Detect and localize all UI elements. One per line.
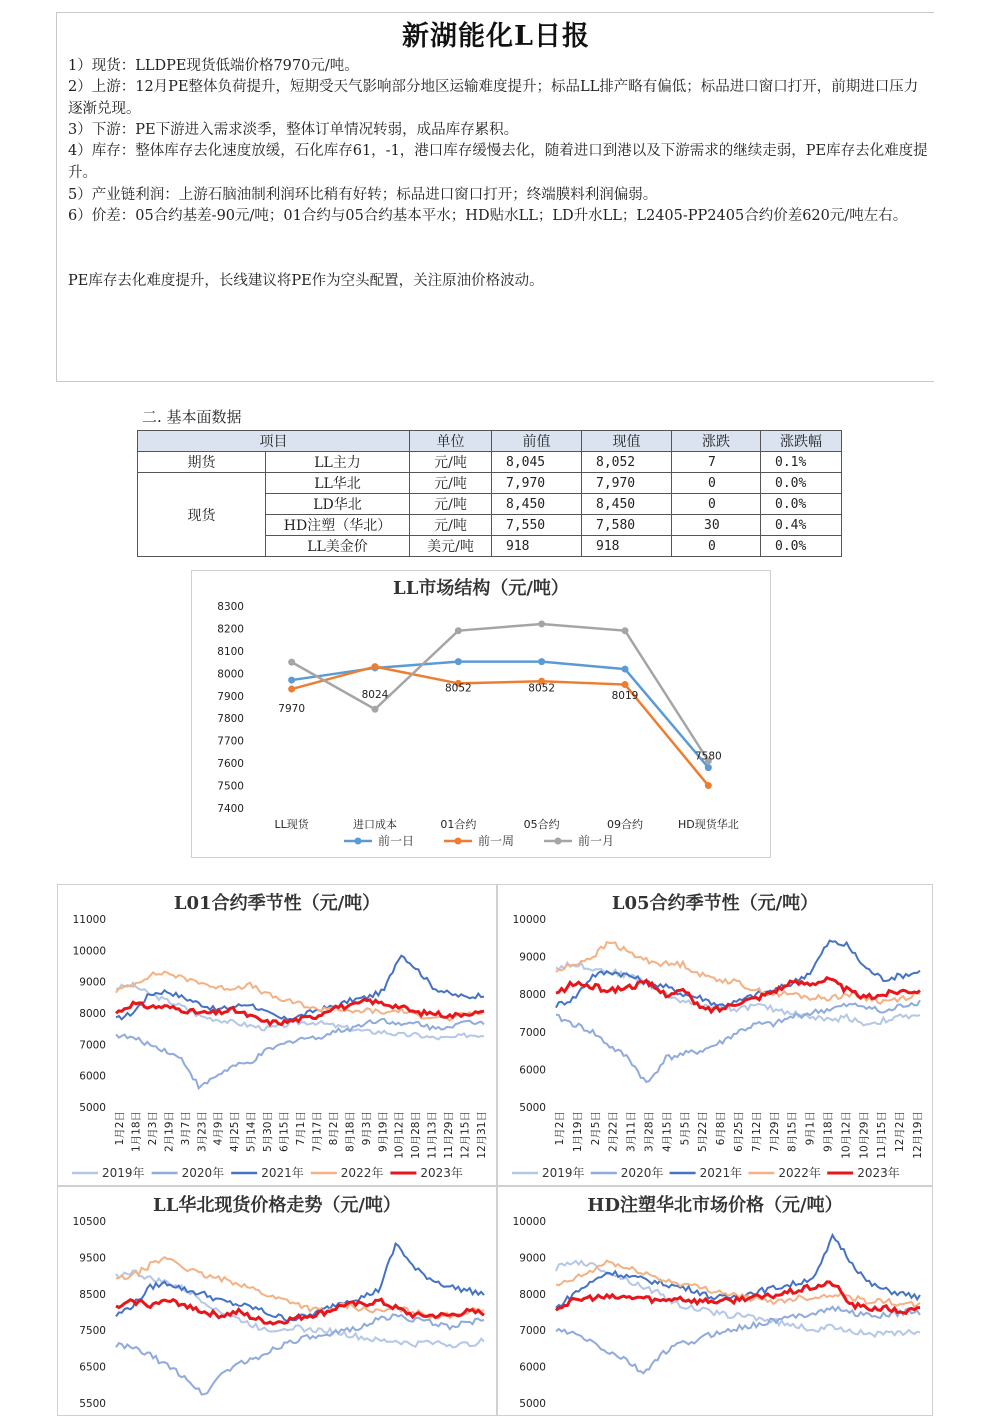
- row-pct: 0.0%: [761, 473, 842, 494]
- x-tick-label: 11月29日: [443, 1111, 456, 1159]
- x-tick-label: 5月5日: [679, 1111, 692, 1146]
- series-point: [538, 658, 545, 665]
- y-tick-label: 5000: [519, 1102, 546, 1114]
- y-tick-label: 8000: [519, 989, 546, 1002]
- table-header-row: [138, 431, 842, 452]
- header-prev: 前值: [492, 431, 582, 452]
- series-line: [556, 1307, 920, 1374]
- row-curr: 918: [582, 536, 672, 557]
- x-tick-label: 9月19日: [377, 1111, 390, 1153]
- x-tick-label: 3月11日: [625, 1111, 638, 1153]
- legend-marker: [455, 838, 462, 845]
- table-row: [138, 452, 842, 473]
- x-tick-label: 9月1日: [804, 1111, 817, 1146]
- y-tick-label: 11000: [72, 914, 106, 926]
- row-pct: 0.1%: [761, 452, 842, 473]
- hd-injection-chart: [497, 1186, 933, 1416]
- row-unit: 元/吨: [410, 473, 492, 494]
- x-tick-label: 3月23日: [196, 1111, 209, 1153]
- y-tick-label: 5500: [79, 1398, 106, 1410]
- l05-seasonal-svg: [498, 885, 932, 1185]
- series-line: [556, 1000, 920, 1082]
- data-label: 8024: [361, 688, 389, 701]
- header-chg: 涨跌: [672, 431, 761, 452]
- x-tick-label: 1月2日: [554, 1111, 566, 1146]
- x-tick-label: 09合约: [607, 818, 643, 831]
- x-tick-label: 4月15日: [661, 1111, 674, 1153]
- x-tick-label: 2月5日: [589, 1111, 602, 1146]
- row-item: LL华北: [266, 473, 410, 494]
- series-line: [116, 1019, 484, 1088]
- legend-label: 2020年: [620, 1166, 664, 1180]
- market-structure-svg: [192, 571, 770, 857]
- x-tick-label: 1月19日: [571, 1111, 584, 1153]
- y-tick-label: 5000: [79, 1102, 106, 1114]
- row-pct: 0.4%: [761, 515, 842, 536]
- row-prev: 918: [492, 536, 582, 557]
- series-line: [116, 956, 484, 1020]
- x-tick-label: 5月30日: [262, 1111, 275, 1153]
- data-label: 8052: [528, 682, 556, 695]
- y-tick-label: 8200: [217, 623, 244, 636]
- row-unit: 元/吨: [410, 452, 492, 473]
- row-prev: 7,970: [492, 473, 582, 494]
- report-title: 新湖能化L日报: [402, 21, 590, 52]
- series-point: [622, 666, 629, 673]
- row-curr: 8,450: [582, 494, 672, 515]
- row-pct: 0.0%: [761, 536, 842, 557]
- y-tick-label: 7800: [217, 713, 244, 726]
- paragraph-profit: 5）产业链利润：上游石脑油制利润环比稍有好转；标品进口窗口打开；终端膜料利润偏弱。: [68, 187, 658, 203]
- x-tick-label: 12月19日: [912, 1111, 924, 1159]
- header-unit: 单位: [410, 431, 492, 452]
- x-tick-label: 7月1日: [295, 1111, 307, 1146]
- y-tick-label: 10000: [72, 945, 106, 958]
- legend-label: 前一周: [478, 834, 515, 848]
- x-tick-label: 12月2日: [894, 1111, 907, 1153]
- chart-title: LL华北现货价格走势（元/吨）: [153, 1195, 401, 1216]
- ll-north-spot-chart: [57, 1186, 497, 1416]
- paragraph-upstream: 2）上游：12月PE整体负荷提升，短期受天气影响部分地区运输难度提升；标品LL排产略有偏低；标品进口窗口打开，前期进口压力逐渐兑现。: [68, 79, 919, 117]
- section-heading: 二. 基本面数据: [142, 408, 242, 426]
- row-item: LL主力: [266, 452, 410, 473]
- series-line: [116, 1244, 484, 1322]
- l01-seasonal-svg: [58, 885, 496, 1185]
- market-structure-chart: [191, 570, 771, 858]
- row-unit: 元/吨: [410, 515, 492, 536]
- series-point: [455, 627, 462, 634]
- x-tick-label: 2月3日: [146, 1111, 159, 1146]
- y-tick-label: 7500: [217, 780, 244, 793]
- y-tick-label: 8300: [217, 601, 244, 613]
- y-tick-label: 9500: [79, 1252, 106, 1265]
- row-curr: 7,580: [582, 515, 672, 536]
- y-tick-label: 10500: [72, 1216, 106, 1228]
- y-tick-label: 7700: [217, 735, 244, 748]
- row-chg: 0: [672, 494, 761, 515]
- series-point: [538, 620, 545, 627]
- data-label: 7580: [694, 750, 722, 763]
- paragraph-spread: 6）价差：05合约基差-90元/吨；01合约与05合约基本平水；HD贴水LL；LD升水LL；L2405-PP2405合约价差620元/吨左右。: [68, 208, 908, 224]
- legend-marker: [555, 838, 562, 845]
- header-item: 项目: [138, 431, 410, 452]
- y-tick-label: 10000: [512, 914, 546, 926]
- legend-label: 2022年: [340, 1166, 384, 1180]
- x-tick-label: 11月15日: [876, 1111, 889, 1159]
- x-tick-label: 9月18日: [822, 1111, 835, 1153]
- ll-north-spot-svg: [58, 1187, 496, 1415]
- x-tick-label: 7月17日: [311, 1111, 324, 1153]
- y-tick-label: 8000: [519, 1288, 546, 1301]
- series-point: [705, 782, 712, 789]
- legend-label: 2019年: [542, 1166, 585, 1180]
- x-tick-label: 10月28日: [410, 1111, 423, 1159]
- y-tick-label: 7000: [79, 1039, 106, 1052]
- legend-label: 2020年: [181, 1166, 225, 1180]
- paragraph-conclusion: PE库存去化难度提升，长线建议将PE作为空头配置，关注原油价格波动。: [68, 273, 544, 289]
- series-point: [372, 663, 379, 670]
- x-tick-label: 进口成本: [353, 818, 397, 831]
- x-tick-label: 8月18日: [344, 1111, 357, 1153]
- row-item: HD注塑（华北）: [266, 515, 410, 536]
- series-point: [288, 677, 295, 684]
- row-pct: 0.0%: [761, 494, 842, 515]
- x-tick-label: LL现货: [274, 818, 309, 831]
- row-chg: 0: [672, 473, 761, 494]
- y-tick-label: 9000: [79, 976, 106, 989]
- series-line: [556, 1282, 920, 1314]
- series-point: [622, 681, 629, 688]
- chart-title: L01合约季节性（元/吨）: [173, 893, 381, 914]
- x-tick-label: 12月15日: [459, 1111, 472, 1159]
- x-tick-label: 4月25日: [229, 1111, 242, 1153]
- data-label: 8052: [444, 682, 472, 695]
- y-tick-label: 7000: [519, 1325, 546, 1338]
- x-tick-label: 6月8日: [715, 1111, 728, 1146]
- series-point: [372, 706, 379, 713]
- x-tick-label: 12月31日: [476, 1111, 488, 1159]
- data-label: 8019: [611, 690, 639, 703]
- y-tick-label: 6000: [79, 1070, 106, 1083]
- x-tick-label: 6月25日: [733, 1111, 745, 1153]
- x-tick-label: 2月22日: [607, 1111, 620, 1153]
- x-tick-label: 10月12日: [393, 1111, 406, 1159]
- x-tick-label: 2月19日: [163, 1111, 176, 1153]
- y-tick-label: 8500: [79, 1288, 106, 1301]
- row-unit: 美元/吨: [410, 536, 492, 557]
- l01-seasonal-chart: [57, 884, 497, 1186]
- y-tick-label: 7500: [79, 1325, 106, 1338]
- x-tick-label: 3月28日: [643, 1111, 656, 1153]
- chart-title: LL市场结构（元/吨）: [393, 578, 569, 599]
- legend-label: 前一日: [378, 834, 415, 848]
- y-tick-label: 9000: [519, 1252, 546, 1265]
- row-curr: 8,052: [582, 452, 672, 473]
- series-line: [556, 963, 920, 1026]
- row-chg: 7: [672, 452, 761, 473]
- x-tick-label: 8月2日: [327, 1111, 340, 1146]
- header-curr: 现值: [582, 431, 672, 452]
- x-tick-label: 10月12日: [840, 1111, 853, 1159]
- y-tick-label: 9000: [519, 951, 546, 964]
- series-line: [292, 662, 709, 768]
- row-curr: 7,970: [582, 473, 672, 494]
- row-unit: 元/吨: [410, 494, 492, 515]
- row-prev: 8,450: [492, 494, 582, 515]
- row-item: LL美金价: [266, 536, 410, 557]
- y-tick-label: 7600: [217, 758, 244, 771]
- paragraph-downstream: 3）下游：PE下游进入需求淡季，整体订单情况转弱，成品库存累积。: [68, 122, 519, 138]
- legend-label: 2021年: [261, 1166, 304, 1180]
- series-point: [622, 627, 629, 634]
- paragraph-inventory: 4）库存：整体库存去化速度放缓，石化库存61，-1，港口库存缓慢去化，随着进口到港以及下游需求的继续走弱，PE库存去化难度提升。: [68, 143, 928, 181]
- y-tick-label: 8000: [79, 1008, 106, 1020]
- y-tick-label: 5000: [519, 1398, 546, 1410]
- series-point: [455, 658, 462, 665]
- legend-marker: [355, 838, 362, 845]
- legend-label: 2019年: [102, 1166, 145, 1180]
- x-tick-label: 5月14日: [245, 1111, 258, 1153]
- legend-label: 2023年: [420, 1166, 463, 1180]
- x-tick-label: 8月15日: [786, 1111, 799, 1153]
- x-tick-label: 9月3日: [360, 1111, 373, 1146]
- x-tick-label: 4月9日: [212, 1111, 225, 1146]
- row-item: LD华北: [266, 494, 410, 515]
- y-tick-label: 7400: [217, 803, 244, 815]
- l05-seasonal-chart: [497, 884, 933, 1186]
- series-point: [288, 686, 295, 693]
- row-chg: 0: [672, 536, 761, 557]
- series-line: [292, 667, 709, 786]
- x-tick-label: 5月22日: [697, 1111, 710, 1153]
- paragraph-spot: 1）现货：LLDPE现货低端价格7970元/吨。: [68, 58, 359, 74]
- series-point: [288, 659, 295, 666]
- x-tick-label: 01合约: [440, 818, 477, 831]
- y-tick-label: 6000: [519, 1361, 546, 1374]
- legend-label: 前一月: [578, 834, 615, 848]
- data-label: 7970: [278, 703, 306, 716]
- series-line: [116, 1257, 484, 1318]
- x-tick-label: 05合约: [523, 818, 560, 831]
- y-tick-label: 8000: [217, 668, 244, 681]
- group-spot: 现货: [138, 473, 266, 557]
- x-tick-label: 1月2日: [114, 1111, 126, 1146]
- y-tick-label: 6500: [79, 1361, 106, 1374]
- group-futures: 期货: [138, 452, 266, 473]
- hd-injection-svg: [498, 1187, 932, 1415]
- x-tick-label: 6月15日: [278, 1111, 291, 1153]
- y-tick-label: 10000: [512, 1216, 546, 1228]
- y-tick-label: 7900: [217, 690, 244, 703]
- x-tick-label: 1月18日: [130, 1111, 143, 1153]
- fundamentals-table: [137, 430, 842, 557]
- x-tick-label: 7月12日: [750, 1111, 763, 1153]
- y-tick-label: 6000: [519, 1064, 546, 1077]
- legend-label: 2021年: [699, 1166, 743, 1180]
- table-row: [138, 473, 842, 494]
- header-pct: 涨跌幅: [761, 431, 842, 452]
- legend-label: 2022年: [778, 1166, 821, 1180]
- series-point: [705, 764, 712, 771]
- row-prev: 8,045: [492, 452, 582, 473]
- x-tick-label: 10月29日: [858, 1111, 871, 1159]
- chart-title: L05合约季节性（元/吨）: [611, 893, 819, 914]
- x-tick-label: HD现货华北: [677, 818, 739, 831]
- row-prev: 7,550: [492, 515, 582, 536]
- row-chg: 30: [672, 515, 761, 536]
- x-tick-label: 11月13日: [426, 1111, 439, 1159]
- legend-label: 2023年: [857, 1166, 900, 1180]
- y-tick-label: 7000: [519, 1026, 546, 1039]
- series-line: [116, 1271, 484, 1348]
- chart-title: HD注塑华北市场价格（元/吨）: [587, 1195, 843, 1216]
- x-tick-label: 3月7日: [179, 1111, 192, 1146]
- x-tick-label: 7月29日: [768, 1111, 781, 1153]
- y-tick-label: 8100: [217, 645, 244, 658]
- series-line: [116, 983, 484, 1040]
